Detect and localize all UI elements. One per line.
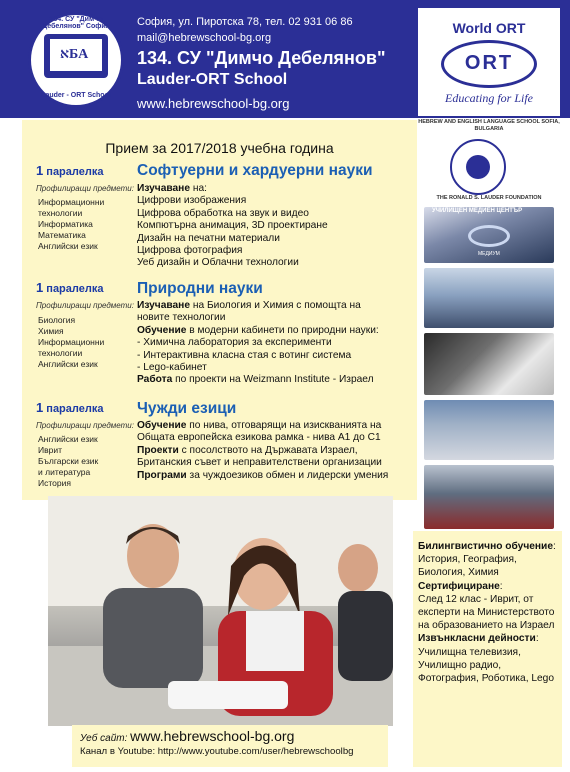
- side-info-text: Билингвистично обучение: История, География, Биология, Химия Сертифициране: След 12 клас - Иврит, от експерти на Министерството на образованието на Израел Извънкласни дейности: Училищна телевизия, Училищно радио, Фотография, Роботика, Lego: [418, 541, 556, 685]
- class-count-label: 1 паралелка: [36, 400, 104, 415]
- students-photo: [424, 465, 554, 529]
- students-lab-photo: [48, 496, 393, 726]
- profile-label: Профилиращи предмети:: [36, 421, 134, 430]
- footer-website-link[interactable]: www.hebrewschool-bg.org: [130, 728, 295, 744]
- footer-youtube[interactable]: Канал в Youtube: http://www.youtube.com/user/hebrewschoolbg: [80, 746, 354, 757]
- seal-center: [466, 155, 490, 179]
- school-email[interactable]: mail@hebrewschool-bg.org: [137, 32, 272, 44]
- school-website[interactable]: www.hebrewschool-bg.org: [137, 96, 290, 111]
- subject-list: Информационни технологии Информатика Математика Английски език: [38, 197, 105, 251]
- subject-list: Биология Химия Информационни технологии Английски език: [38, 315, 105, 369]
- section-title: Софтуерни и хардуерни науки: [137, 162, 373, 179]
- school-name: 134. СУ "Димчо Дебелянов": [137, 48, 386, 68]
- logo-ring-top-text: 134. СУ "Димчо Дебелянов" София: [42, 16, 110, 30]
- class-count-label: 1 паралелка: [36, 280, 104, 295]
- hels-label: HEBREW AND ENGLISH LANGUAGE SCHOOL SOFIA, BULGARIA: [418, 119, 560, 132]
- world-ort-label: World ORT: [452, 20, 526, 36]
- logo-mark: אБА: [60, 47, 89, 62]
- section-title: Природни науки: [137, 280, 263, 297]
- ort-slogan: Educating for Life: [445, 91, 533, 105]
- photo-studio-photo: [424, 333, 554, 395]
- class-count-label: 1 паралелка: [36, 163, 104, 178]
- students-lab-illustration: [48, 496, 393, 726]
- eye-icon: [468, 225, 510, 247]
- logo-ring-bottom-text: Lauder - ORT School: [41, 92, 111, 99]
- section-body: Обучение по нива, отговарящи на изискванията на Общата европейска езикова рамка - нива А1 до С1 Проекти с посолството на Държавата Израел, Британския съвет и неправителствени организации Програми за чуждоезиков обмен и лидерски умения: [137, 420, 389, 481]
- lauder-foundation-label: THE RONALD S. LAUDER FOUNDATION: [436, 195, 542, 201]
- section-body: Изучаване на Биология и Химия с помощта на новите технологии Обучение в модерни кабинети по природни науки: - Химична лаборатория за експерименти - Интерактивна класна стая с вотинг система - Lego-кабинет Работа по проекти на Weizmann Institute - Израел: [137, 300, 379, 386]
- ort-logo-letters: ORT: [464, 52, 514, 74]
- school-subtitle: Lauder-ORT School: [137, 71, 288, 88]
- school-address: София, ул. Пиротска 78, тел. 02 931 06 86: [137, 16, 353, 28]
- intake-title: Прием за 2017/2018 учебна година: [105, 140, 334, 156]
- section-body: Изучаване на: Цифрови изображения Цифрова обработка на звук и видео Компютърна анимация, 3D проектиране Дизайн на печатни материали Цифрова фотография Уеб дизайн и Облачни технологии: [137, 183, 328, 269]
- section-title: Чужди езици: [137, 400, 237, 417]
- computer-lab-photo: [424, 400, 554, 460]
- media-label: МЕДИУМ: [478, 251, 500, 257]
- classroom-photo: [424, 268, 554, 328]
- media-center-caption: УЧИЛИЩЕН МЕДИЕН ЦЕНТЪР: [432, 208, 523, 214]
- profile-label: Профилиращи предмети:: [36, 301, 134, 310]
- footer-website: Уеб сайт: www.hebrewschool-bg.org: [80, 728, 295, 744]
- profile-label: Профилиращи предмети:: [36, 184, 134, 193]
- subject-list: Английски език Иврит Български език и литература История: [38, 434, 99, 488]
